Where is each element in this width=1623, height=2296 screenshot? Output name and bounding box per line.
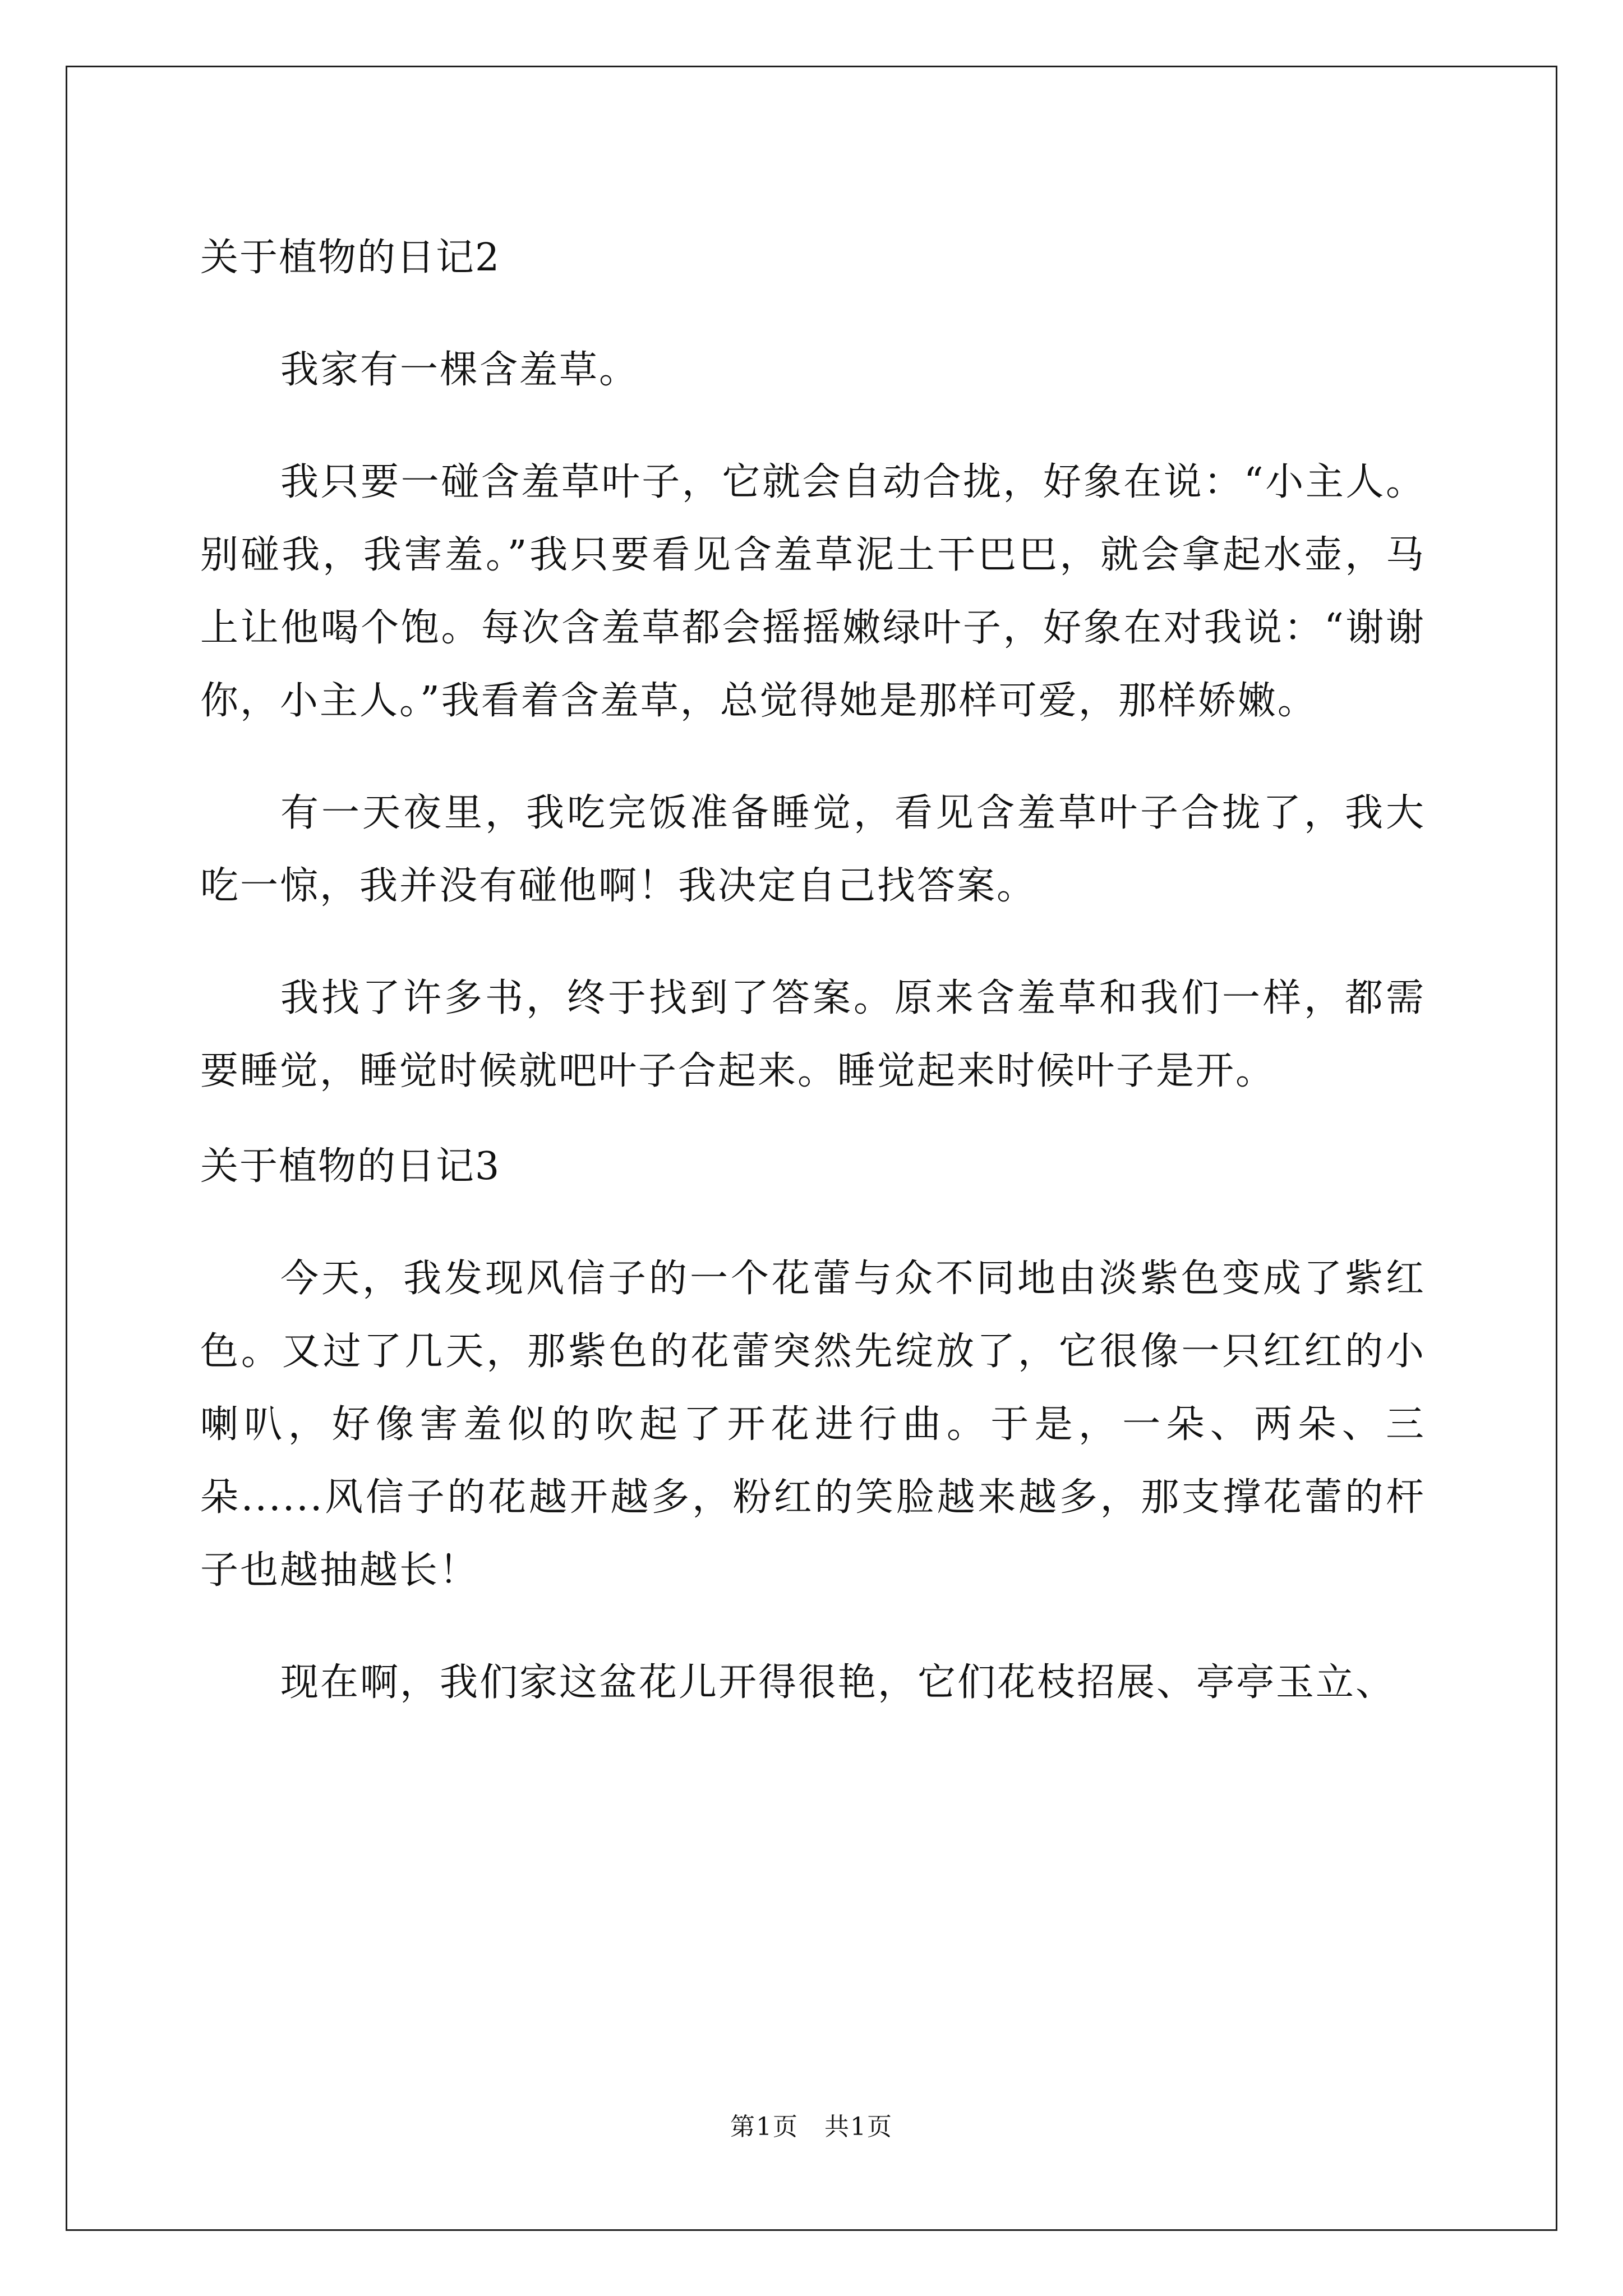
document-body xyxy=(200,222,1426,1759)
paragraph: 我家有一棵含羞草。 xyxy=(280,348,639,392)
paragraph: 我找了许多书，终于找到了答案。原来含羞草和我们一样，都需要睡觉，睡觉时候就吧叶子合起来。睡觉起来时候叶子是开。 xyxy=(200,976,1426,1093)
section-heading: 关于植物的日记3 xyxy=(200,1144,501,1189)
paragraph: 有一天夜里，我吃完饭准备睡觉，看见含羞草叶子合拢了，我大吃一惊，我并没有碰他啊！我决定自己找答案。 xyxy=(200,791,1426,908)
section-heading: 关于植物的日记2 xyxy=(200,236,501,280)
section-diary-2 xyxy=(200,222,1426,1108)
paragraph: 现在啊，我们家这盆花儿开得很艳，它们花枝招展、亭亭玉立、 xyxy=(280,1660,1396,1705)
paragraph: 我只要一碰含羞草叶子，它就会自动合拢，好象在说：“小主人。别碰我，我害羞。”我只要看见含羞草泥土干巴巴，就会拿起水壶，马上让他喝个饱。每次含羞草都会摇摇嫩绿叶子，好象在对我说：“谢谢你，小主人。”我看着含羞草，总觉得她是那样可爱，那样娇嫩。 xyxy=(200,460,1426,723)
paragraph: 今天，我发现风信子的一个花蕾与众不同地由淡紫色变成了紫红色。又过了几天，那紫色的花蕾突然先绽放了，它很像一只红红的小喇叭，好像害羞似的吹起了开花进行曲。于是，一朵、两朵、三朵......风信子的花越开越多，粉红的笑脸越来越多，那支撑花蕾的杆子也越抽越长！ xyxy=(200,1257,1426,1593)
page-footer: 第1页 共1页 xyxy=(730,2113,893,2141)
section-diary-3 xyxy=(200,1130,1426,1719)
